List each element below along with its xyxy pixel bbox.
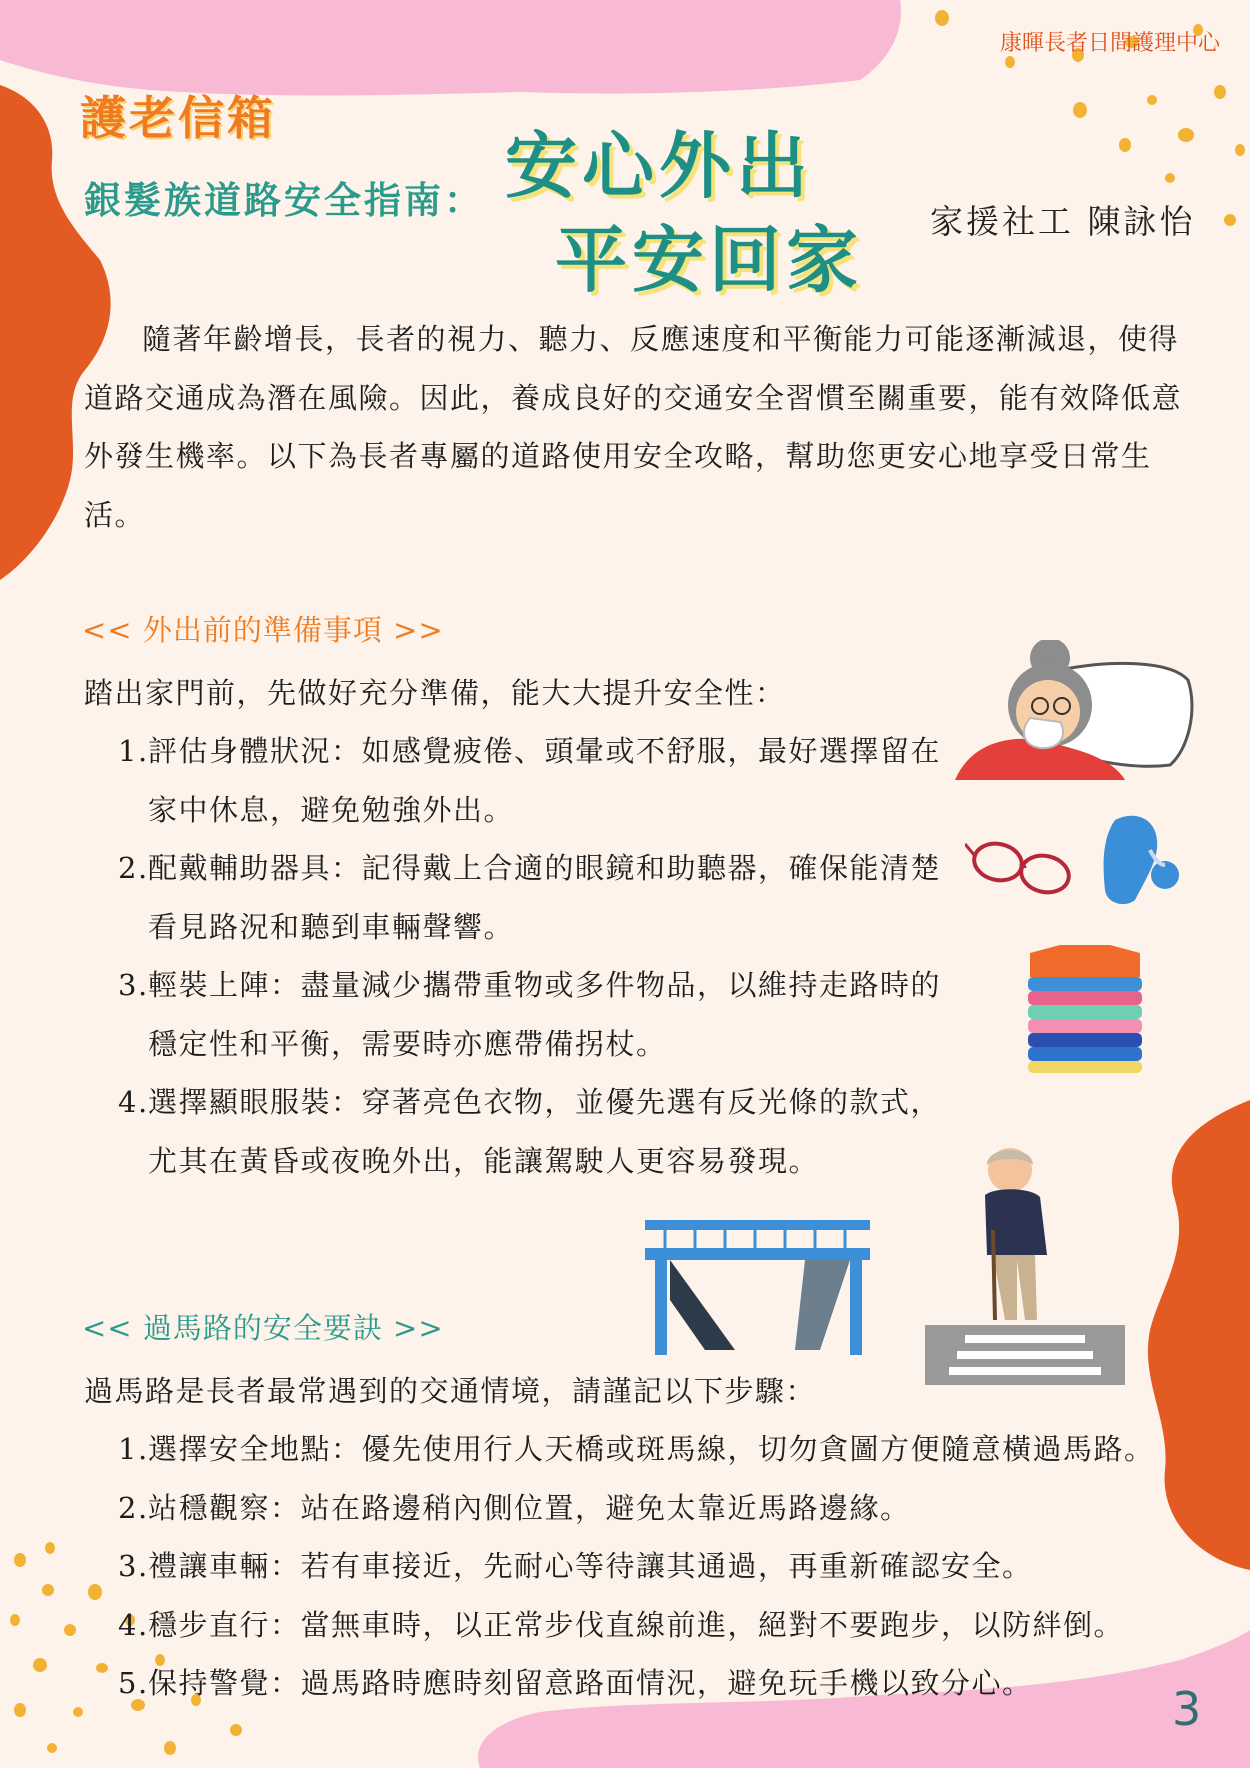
guide-label: 銀髮族道路安全指南： [84,179,484,222]
list-item-number: 4. [118,1607,149,1642]
sick-elderly-illustration [950,640,1200,790]
list-item-number: 3. [118,1549,149,1583]
list-item-number: 2. [118,1490,149,1525]
hearing-aid-illustration [1095,810,1185,910]
intro-paragraph: 隨著年齡增長，長者的視力、聽力、反應速度和平衡能力可能逐漸減退，使得道路交通成為潛在風險。因此，養成良好的交通安全習慣至關重要，能有效降低意外發生機率。以下為長者專屬的道路使用安全攻略，幫助您更安心地享受日常生活。 [84,322,1183,532]
list-item [84,1596,1234,1655]
list-item [84,1420,1234,1479]
list-item-text: 配戴輔助器具：記得戴上合適的眼鏡和助聽器，確保能清楚看見路況和聽到車輛聲響。 [148,851,942,944]
page-number: 3 [1172,1682,1202,1736]
clothes-stack-illustration [1020,945,1150,1075]
list-item-number: 3. [118,968,149,1002]
list-item [84,1537,1234,1596]
list-item-text: 評估身體狀況：如感覺疲倦、頭暈或不舒服，最好選擇留在家中休息，避免勉強外出。 [148,734,942,827]
list-item [84,722,948,839]
glasses-illustration [965,830,1075,900]
list-item-number: 2. [118,851,149,885]
main-title-line2: 平安回家 [555,218,864,302]
list-item-text: 禮讓車輛：若有車接近，先耐心等待讓其通過，再重新確認安全。 [148,1549,1033,1583]
list-item-text: 選擇顯眼服裝：穿著亮色衣物，並優先選有反光條的款式，尤其在黃昏或夜晚外出，能讓駕駛人更容易發現。 [148,1085,942,1178]
list-item-number: 1. [118,1432,149,1466]
list-item [84,956,948,1073]
list-item [84,1073,948,1190]
column-title: 護老信箱 [80,91,276,145]
list-item [84,1479,1234,1538]
section2-lead: 過馬路是長者最常遇到的交通情境，請謹記以下步驟： [84,1374,817,1408]
section1-title: << 外出前的準備事項 >> [82,613,444,647]
list-item-text: 選擇安全地點：優先使用行人天橋或斑馬線，切勿貪圖方便隨意橫過馬路。 [148,1432,1155,1466]
list-item-number: 4. [118,1085,149,1119]
list-item [84,1654,1234,1713]
section2-list [84,1420,1234,1713]
list-item-text: 保持警覺：過馬路時應時刻留意路面情況，避免玩手機以致分心。 [148,1666,1033,1700]
list-item-number: 1. [118,734,149,768]
footbridge-illustration [645,1220,870,1355]
list-item-text: 穩步直行：當無車時，以正常步伐直線前進，絕對不要跑步，以防絆倒。 [148,1607,1125,1642]
list-item-text: 輕裝上陣：盡量減少攜帶重物或多件物品，以維持走路時的穩定性和平衡，需要時亦應帶備拐杖。 [148,968,942,1061]
main-title-line1: 安心外出 [505,124,814,208]
elderly-crossing-illustration [925,1135,1130,1390]
list-item-number: 5. [118,1666,149,1700]
list-item-text: 站穩觀察：站在路邊稍內側位置，避免太靠近馬路邊緣。 [148,1490,911,1525]
list-item [84,839,948,956]
section2-title: << 過馬路的安全要訣 >> [82,1311,444,1345]
section1-list [84,722,948,1190]
author: 家援社工 陳詠怡 [930,202,1196,241]
section1-lead: 踏出家門前，先做好充分準備，能大大提升安全性： [84,676,786,710]
organization-name: 康暉長者日間護理中心 [999,31,1220,56]
